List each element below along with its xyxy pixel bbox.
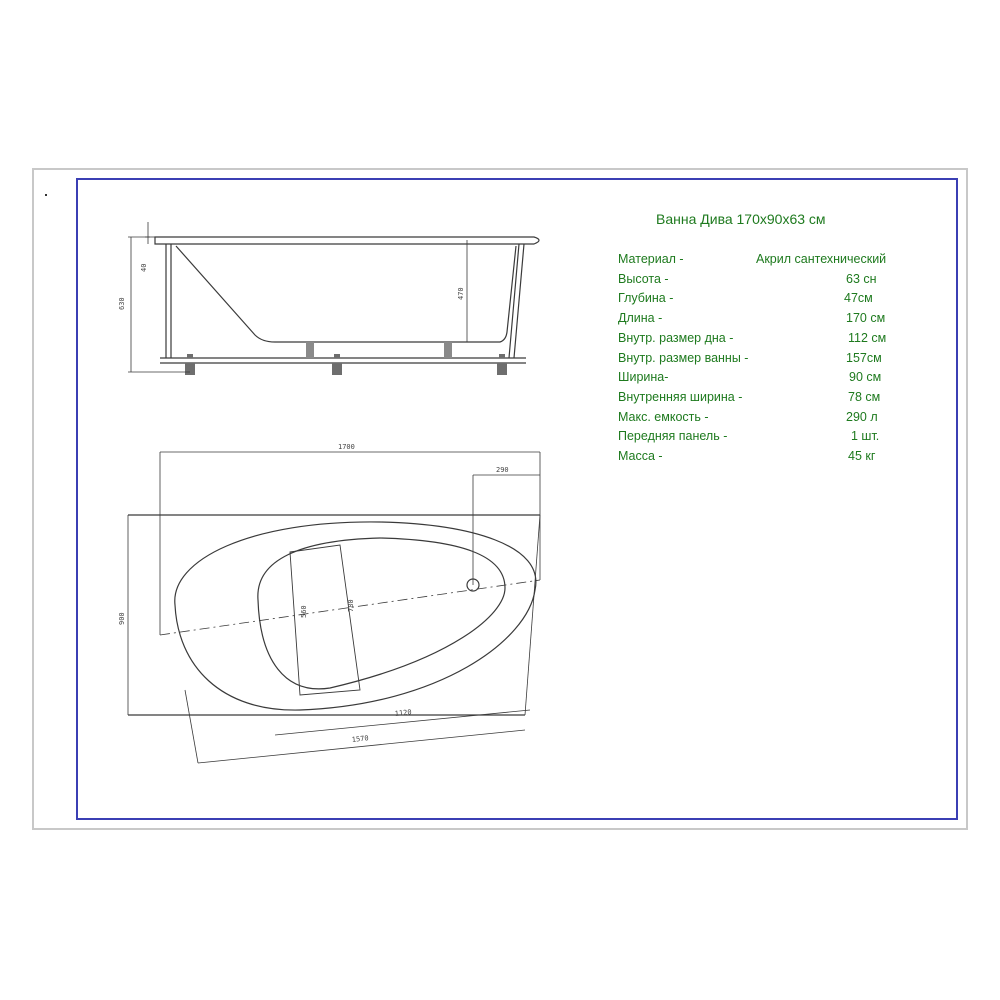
dim-side-depth: 470 (457, 287, 465, 300)
product-title: Ванна Дива 170х90х63 см (656, 211, 826, 227)
spec-label: Внутренняя ширина - (618, 389, 743, 404)
spec-label: Передняя панель - (618, 429, 728, 444)
spec-value: 63 сн (846, 271, 877, 286)
spec-label: Длина - (618, 311, 663, 326)
spec-label: Глубина - (618, 291, 674, 306)
spec-label: Материал - (618, 252, 684, 266)
spec-label: Масса - (618, 449, 663, 463)
dim-side-height: 630 (118, 297, 126, 310)
spec-label: Ширина- (618, 370, 669, 385)
spec-label: Внутр. размер ванны - (618, 350, 749, 365)
dim-inner-width-b: 560 (300, 605, 308, 618)
spec-value: 157см (846, 350, 882, 365)
spec-value: 1 шт. (851, 429, 880, 444)
spec-value: 112 см (848, 330, 887, 345)
dim-top-width: 900 (118, 612, 126, 625)
spec-value: 90 см (849, 370, 882, 385)
dim-side-rim: 40 (140, 263, 148, 272)
spec-value: Акрил сантехнический (756, 252, 887, 266)
spec-label: Внутр. размер дна - (618, 330, 734, 345)
dim-inner-width-a: 780 (347, 599, 355, 612)
spec-value: 45 кг (848, 449, 876, 463)
spec-value: 170 см (846, 311, 886, 326)
spec-value: 290 л (846, 409, 878, 424)
dim-inner-length: 1570 (351, 734, 369, 744)
spec-label: Макс. емкость - (618, 409, 709, 424)
dim-drain-offset: 290 (496, 466, 509, 474)
dim-top-length: 1700 (338, 443, 355, 451)
spec-label: Высота - (618, 271, 669, 286)
spec-value: 47см (844, 291, 873, 306)
dim-inner-bottom: 1120 (394, 708, 412, 718)
spec-value: 78 см (848, 389, 881, 404)
